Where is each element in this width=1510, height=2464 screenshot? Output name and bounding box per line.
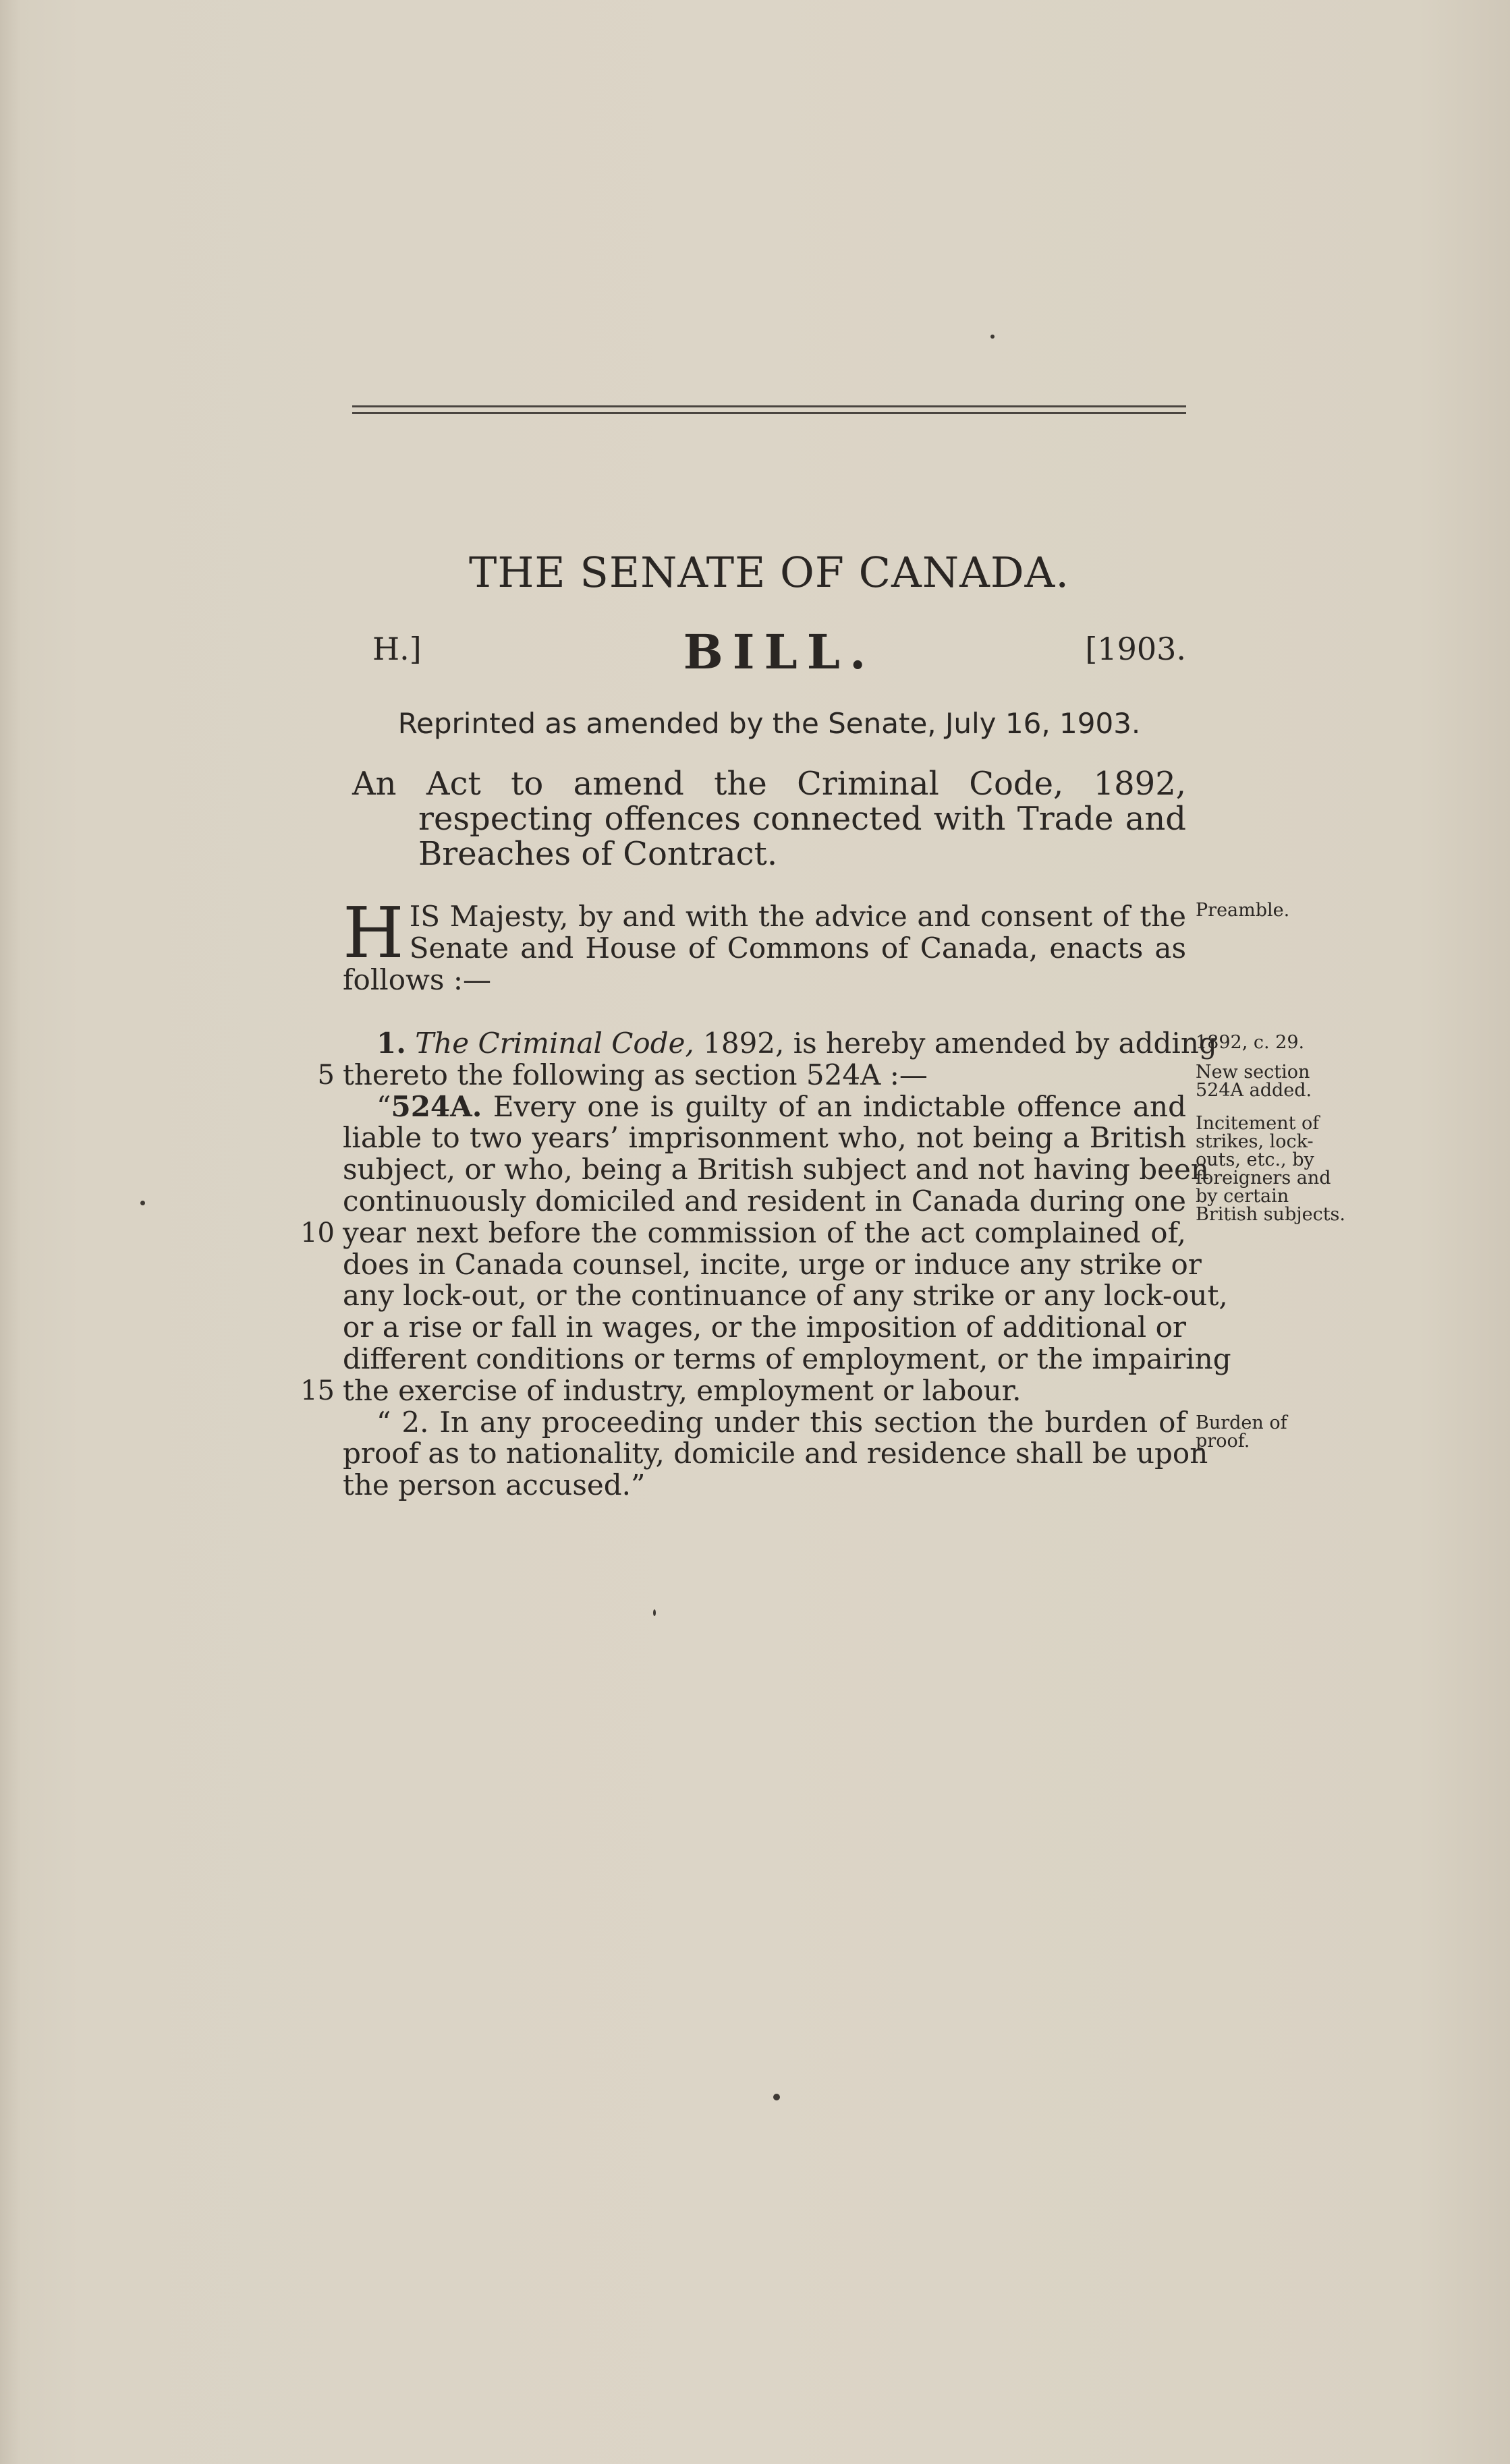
- preamble: [343, 892, 1186, 996]
- page-title: THE SENATE OF CANADA.: [468, 548, 1070, 597]
- paper-speck: [773, 2094, 780, 2100]
- section-1-line: [343, 1027, 1217, 1060]
- margin-note-incitement: Incitement of strikes, lock-outs, etc., by foreigners and by certain British subjects.: [1196, 1113, 1345, 1225]
- line-number: 10: [300, 1217, 335, 1249]
- bill-body: [343, 1027, 1231, 1502]
- margin-note-statute: 1892, c. 29.: [1196, 1032, 1305, 1053]
- bill-year: [1903.: [1085, 631, 1186, 667]
- subsection-2-line: the person accused.”: [343, 1468, 646, 1502]
- paper-speck: [653, 1609, 656, 1616]
- act-title: An Act to amend the Criminal Code, 1892, respecting offences connected with Trade and Breaches of Contract.: [352, 765, 1186, 873]
- open-quote: “: [376, 1089, 391, 1123]
- section-number: 1.: [376, 1027, 406, 1060]
- section-1-line: thereto the following as section 524A :—: [343, 1058, 928, 1091]
- top-rule-upper: [352, 405, 1186, 407]
- section-524a-text: Every one is guilty of an indictable offence and: [482, 1089, 1186, 1123]
- reprinted-note: Reprinted as amended by the Senate, July 16, 1903.: [397, 707, 1141, 740]
- preamble-line: Senate and House of Commons of Canada, enacts as: [409, 931, 1186, 965]
- section-524a-line: year next before the commission of the act complained of,: [343, 1215, 1186, 1249]
- section-1-text: 1892, is hereby amended by adding: [694, 1027, 1217, 1060]
- section-524a-line: any lock-out, or the continuance of any strike or any lock-out,: [343, 1279, 1228, 1313]
- section-524a-line: [343, 1091, 1186, 1123]
- section-524a-line: the exercise of industry, employment or labour.: [343, 1373, 1022, 1407]
- margin-note-new-section: New section 524A added.: [1196, 1062, 1312, 1101]
- dropcap: H: [343, 892, 404, 974]
- section-524a-line: subject, or who, being a British subject and not having been: [343, 1153, 1209, 1186]
- paper-speck: [140, 1201, 145, 1205]
- section-524a-line: continuously domiciled and resident in Canada during one: [343, 1184, 1186, 1217]
- preamble-line: IS Majesty, by and with the advice and consent of the: [409, 900, 1186, 933]
- subsection-2-line: “ 2. In any proceeding under this section the burden of: [376, 1405, 1186, 1439]
- margin-note-preamble: Preamble.: [1196, 900, 1290, 921]
- section-524a-line: or a rise or fall in wages, or the imposition of additional or: [343, 1311, 1186, 1344]
- section-524a-line: different conditions or terms of employment, or the impairing: [343, 1342, 1231, 1375]
- preamble-line: follows :—: [343, 963, 491, 996]
- margin-note-burden: Burden of proof.: [1196, 1412, 1287, 1452]
- bill-number: H.]: [372, 631, 422, 667]
- section-524a-number: 524A.: [391, 1089, 482, 1123]
- paper-speck: [990, 335, 995, 339]
- top-rule-lower: [352, 412, 1186, 414]
- subsection-2-line: proof as to nationality, domicile and residence shall be upon: [343, 1437, 1208, 1470]
- bill-label: BILL.: [683, 624, 876, 680]
- section-524a-line: does in Canada counsel, incite, urge or induce any strike or: [343, 1247, 1202, 1281]
- line-number: 5: [317, 1060, 335, 1091]
- line-number: 15: [300, 1375, 335, 1406]
- bill-header-row: [372, 624, 1186, 685]
- section-524a-line: liable to two years’ imprisonment who, not being a British: [343, 1121, 1186, 1155]
- code-name: The Criminal Code,: [415, 1027, 694, 1060]
